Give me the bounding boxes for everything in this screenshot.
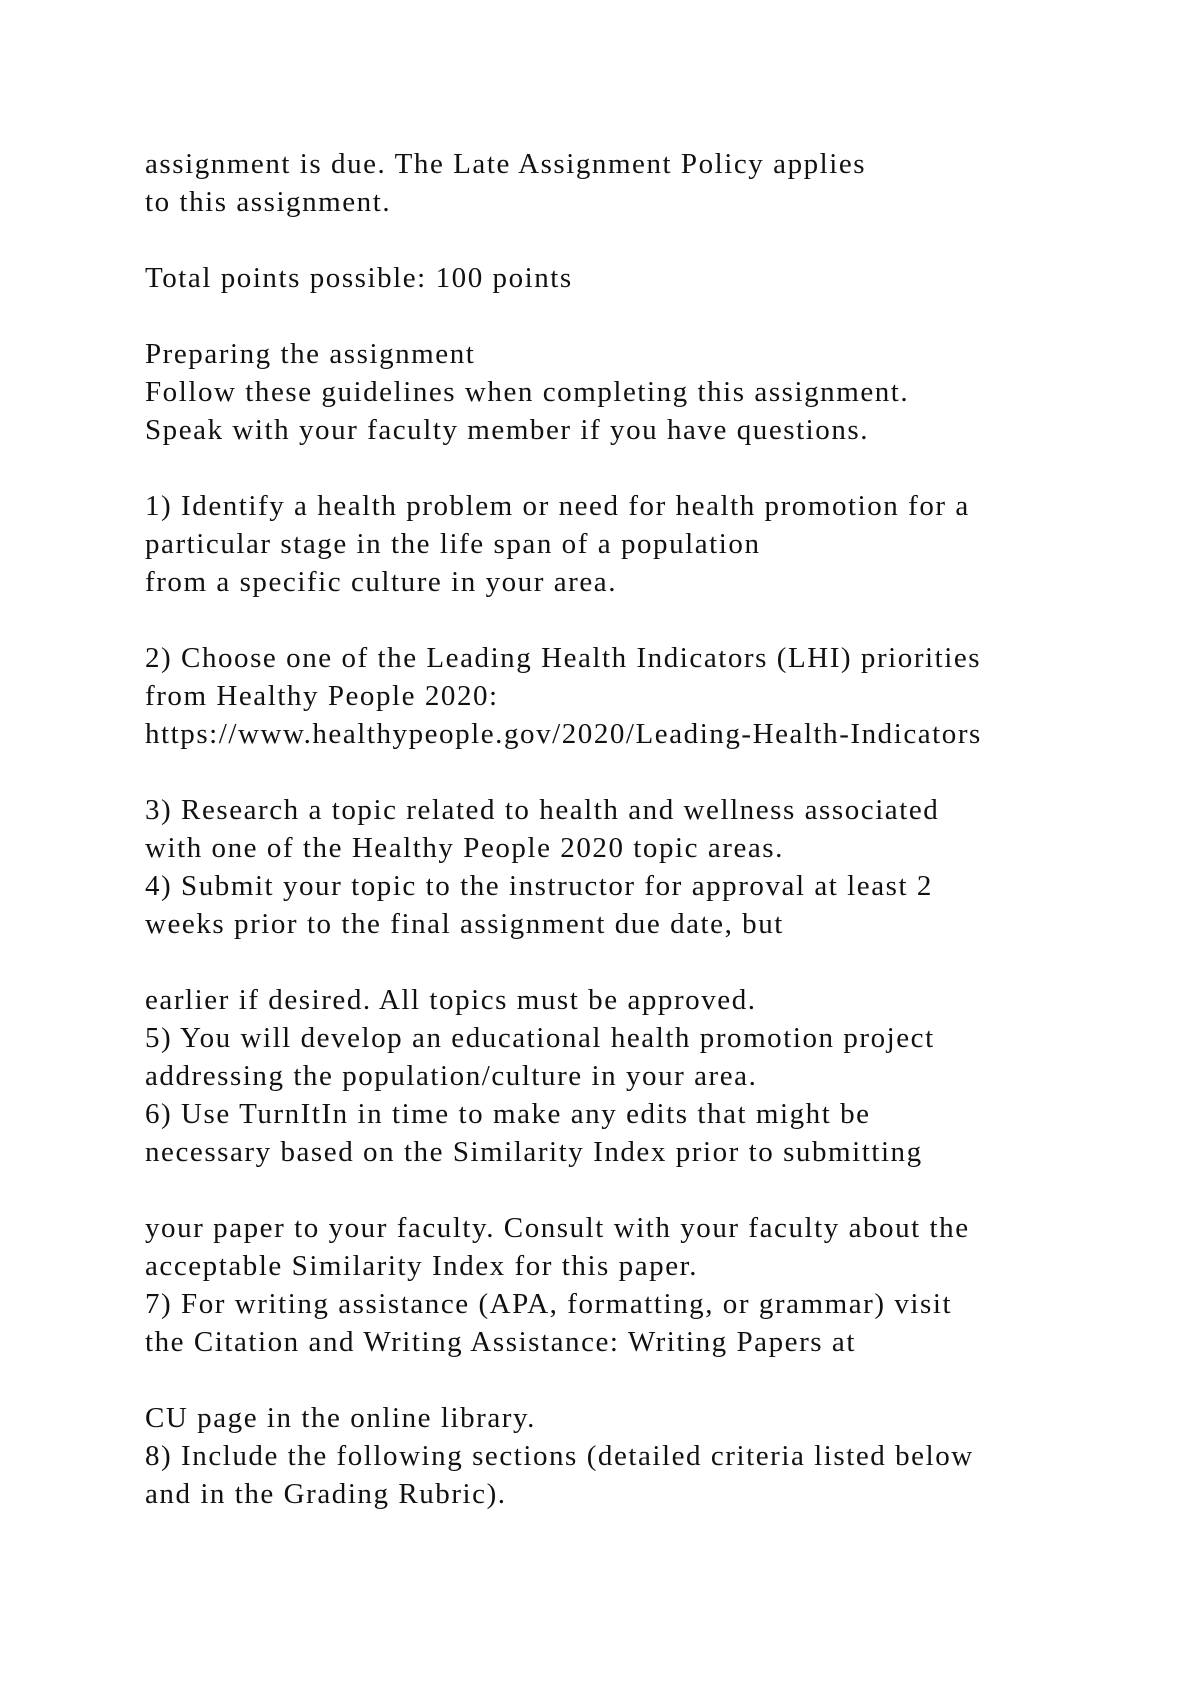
section-heading: Preparing the assignment <box>145 338 476 370</box>
list-item-7: 7) For writing assistance (APA, formatting, or grammar) visit <box>145 1288 953 1320</box>
text-line: weeks prior to the final assignment due date, but <box>145 908 784 940</box>
text-line: addressing the population/culture in your area. <box>145 1060 758 1092</box>
list-item-2: 2) Choose one of the Leading Health Indicators (LHI) priorities <box>145 642 982 674</box>
url-text: https://www.healthypeople.gov/2020/Leading-Health-Indicators <box>145 718 982 750</box>
text-line: to this assignment. <box>145 186 392 218</box>
list-item-3: 3) Research a topic related to health and wellness associated <box>145 794 940 826</box>
list-item-6: 6) Use TurnItIn in time to make any edits that might be <box>145 1098 871 1130</box>
text-line: assignment is due. The Late Assignment Policy applies <box>145 148 867 180</box>
text-line: particular stage in the life span of a population <box>145 528 761 560</box>
text-line: from Healthy People 2020: <box>145 680 499 712</box>
text-line: acceptable Similarity Index for this paper. <box>145 1250 699 1282</box>
list-item-1: 1) Identify a health problem or need for health promotion for a <box>145 490 970 522</box>
text-line: Speak with your faculty member if you have questions. <box>145 414 870 446</box>
text-line: Follow these guidelines when completing this assignment. <box>145 376 910 408</box>
list-item-8: 8) Include the following sections (detailed criteria listed below <box>145 1440 974 1472</box>
text-line: earlier if desired. All topics must be approved. <box>145 984 757 1016</box>
text-line: CU page in the online library. <box>145 1402 536 1434</box>
text-line: necessary based on the Similarity Index prior to submitting <box>145 1136 923 1168</box>
text-line: with one of the Healthy People 2020 topic areas. <box>145 832 784 864</box>
text-line: your paper to your faculty. Consult with your faculty about the <box>145 1212 970 1244</box>
text-line: Total points possible: 100 points <box>145 262 573 294</box>
text-line: and in the Grading Rubric). <box>145 1478 507 1510</box>
text-line: the Citation and Writing Assistance: Writing Papers at <box>145 1326 856 1358</box>
list-item-4: 4) Submit your topic to the instructor for approval at least 2 <box>145 870 933 902</box>
list-item-5: 5) You will develop an educational health promotion project <box>145 1022 935 1054</box>
text-line: from a specific culture in your area. <box>145 566 618 598</box>
